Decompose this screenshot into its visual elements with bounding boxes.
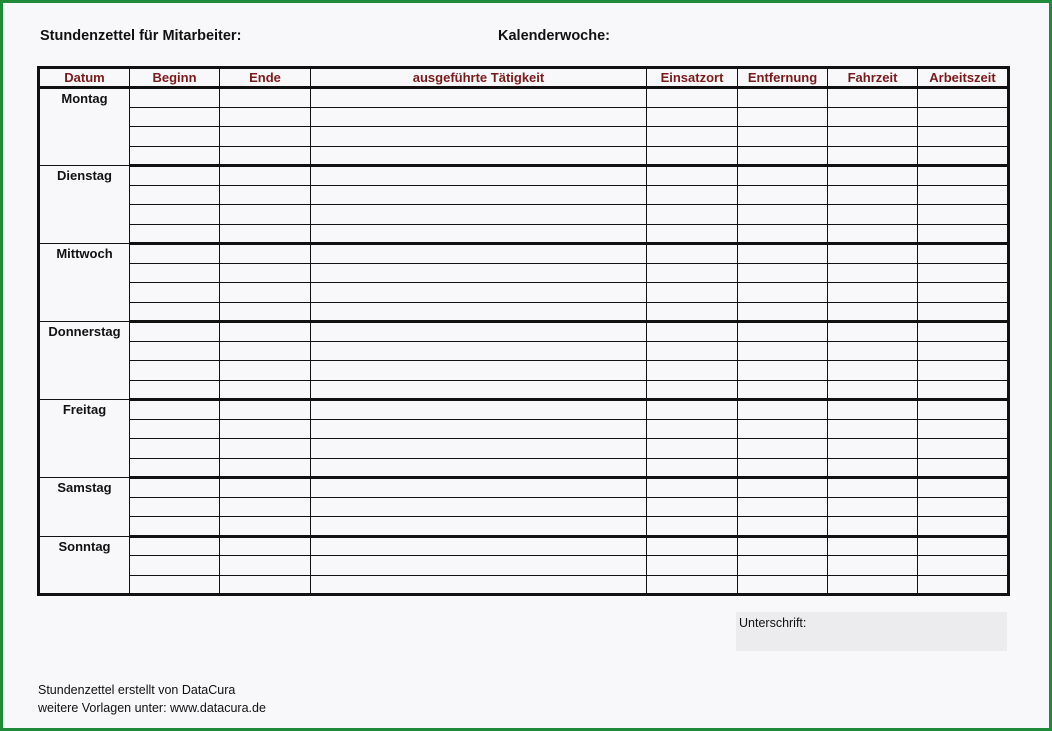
entry-cell[interactable]: [220, 166, 311, 186]
table-row: [39, 497, 1009, 517]
entry-cell[interactable]: [220, 127, 311, 147]
entry-cell[interactable]: [647, 556, 738, 576]
entry-cell[interactable]: [311, 536, 647, 556]
entry-cell[interactable]: [220, 380, 311, 400]
entry-cell[interactable]: [220, 185, 311, 205]
table-row: [39, 380, 1009, 400]
entry-cell[interactable]: [220, 341, 311, 361]
table-row: [39, 146, 1009, 166]
entry-cell[interactable]: [738, 341, 828, 361]
entry-cell[interactable]: [130, 361, 220, 381]
entry-cell[interactable]: [738, 458, 828, 478]
entry-cell[interactable]: [918, 400, 1009, 420]
entry-cell[interactable]: [647, 263, 738, 283]
entry-cell[interactable]: [828, 341, 918, 361]
entry-cell[interactable]: [130, 263, 220, 283]
entry-cell[interactable]: [918, 419, 1009, 439]
entry-cell[interactable]: [647, 575, 738, 595]
day-label: Donnerstag: [39, 322, 130, 400]
day-label: Sonntag: [39, 536, 130, 595]
table-header-row: [39, 68, 1009, 88]
entry-cell[interactable]: [220, 88, 311, 108]
entry-cell[interactable]: [738, 497, 828, 517]
entry-cell[interactable]: [311, 439, 647, 459]
entry-cell[interactable]: [130, 517, 220, 537]
entry-cell[interactable]: [828, 361, 918, 381]
entry-cell[interactable]: [130, 439, 220, 459]
entry-cell[interactable]: [738, 185, 828, 205]
entry-cell[interactable]: [311, 419, 647, 439]
entry-cell[interactable]: [311, 205, 647, 225]
entry-cell[interactable]: [828, 263, 918, 283]
entry-cell[interactable]: [130, 224, 220, 244]
table-row: [39, 556, 1009, 576]
entry-cell[interactable]: [918, 107, 1009, 127]
entry-cell[interactable]: [130, 380, 220, 400]
entry-cell[interactable]: [130, 458, 220, 478]
entry-cell[interactable]: [220, 244, 311, 264]
entry-cell[interactable]: [130, 536, 220, 556]
entry-cell[interactable]: [311, 283, 647, 303]
entry-cell[interactable]: [738, 166, 828, 186]
entry-cell[interactable]: [918, 263, 1009, 283]
entry-cell[interactable]: [828, 419, 918, 439]
entry-cell[interactable]: [311, 322, 647, 342]
week-label: Kalenderwoche:: [498, 28, 610, 44]
entry-cell[interactable]: [647, 107, 738, 127]
table-row: [39, 166, 1009, 186]
entry-cell[interactable]: [647, 205, 738, 225]
entry-cell[interactable]: [130, 478, 220, 498]
entry-cell[interactable]: [918, 224, 1009, 244]
entry-cell[interactable]: [130, 322, 220, 342]
entry-cell[interactable]: [738, 380, 828, 400]
entry-cell[interactable]: [130, 302, 220, 322]
entry-cell[interactable]: [647, 146, 738, 166]
entry-cell[interactable]: [918, 517, 1009, 537]
table-row: [39, 361, 1009, 381]
entry-cell[interactable]: [311, 517, 647, 537]
entry-cell[interactable]: [738, 263, 828, 283]
day-label: Freitag: [39, 400, 130, 478]
day-label: Montag: [39, 88, 130, 166]
entry-cell[interactable]: [130, 497, 220, 517]
entry-cell[interactable]: [220, 439, 311, 459]
entry-cell[interactable]: [918, 361, 1009, 381]
entry-cell[interactable]: [738, 361, 828, 381]
entry-cell[interactable]: [738, 244, 828, 264]
entry-cell[interactable]: [918, 244, 1009, 264]
entry-cell[interactable]: [647, 283, 738, 303]
entry-cell[interactable]: [647, 439, 738, 459]
entry-cell[interactable]: [738, 478, 828, 498]
entry-cell[interactable]: [130, 575, 220, 595]
entry-cell[interactable]: [738, 205, 828, 225]
entry-cell[interactable]: [220, 400, 311, 420]
entry-cell[interactable]: [220, 146, 311, 166]
employee-label: Stundenzettel für Mitarbeiter:: [40, 28, 242, 44]
entry-cell[interactable]: [647, 302, 738, 322]
entry-cell[interactable]: [918, 205, 1009, 225]
entry-cell[interactable]: [130, 419, 220, 439]
entry-cell[interactable]: [220, 302, 311, 322]
column-header: Einsatzort: [647, 68, 738, 88]
day-label: Mittwoch: [39, 244, 130, 322]
entry-cell[interactable]: [918, 322, 1009, 342]
entry-cell[interactable]: [918, 380, 1009, 400]
entry-cell[interactable]: [311, 88, 647, 108]
entry-cell[interactable]: [311, 146, 647, 166]
entry-cell[interactable]: [311, 263, 647, 283]
entry-cell[interactable]: [220, 478, 311, 498]
entry-cell[interactable]: [647, 536, 738, 556]
entry-cell[interactable]: [828, 556, 918, 576]
entry-cell[interactable]: [647, 497, 738, 517]
table-row: [39, 341, 1009, 361]
column-header: Datum: [39, 68, 130, 88]
entry-cell[interactable]: [738, 556, 828, 576]
entry-cell[interactable]: [130, 283, 220, 303]
entry-cell[interactable]: [311, 478, 647, 498]
entry-cell[interactable]: [130, 400, 220, 420]
entry-cell[interactable]: [828, 400, 918, 420]
column-header: Ende: [220, 68, 311, 88]
entry-cell[interactable]: [220, 556, 311, 576]
entry-cell[interactable]: [647, 458, 738, 478]
entry-cell[interactable]: [220, 205, 311, 225]
table-row: [39, 575, 1009, 595]
entry-cell[interactable]: [311, 341, 647, 361]
footer-credit: Stundenzettel erstellt von DataCura: [38, 683, 236, 697]
entry-cell[interactable]: [918, 185, 1009, 205]
entry-cell[interactable]: [220, 575, 311, 595]
entry-cell[interactable]: [738, 517, 828, 537]
entry-cell[interactable]: [311, 302, 647, 322]
entry-cell[interactable]: [828, 517, 918, 537]
table-row: [39, 322, 1009, 342]
day-label: Samstag: [39, 478, 130, 537]
entry-cell[interactable]: [738, 224, 828, 244]
entry-cell[interactable]: [130, 341, 220, 361]
table-row: [39, 400, 1009, 420]
entry-cell[interactable]: [738, 322, 828, 342]
entry-cell[interactable]: [311, 185, 647, 205]
table-row: [39, 458, 1009, 478]
entry-cell[interactable]: [220, 263, 311, 283]
entry-cell[interactable]: [828, 322, 918, 342]
entry-cell[interactable]: [828, 302, 918, 322]
entry-cell[interactable]: [220, 322, 311, 342]
entry-cell[interactable]: [828, 244, 918, 264]
column-header: Entfernung: [738, 68, 828, 88]
entry-cell[interactable]: [828, 127, 918, 147]
entry-cell[interactable]: [828, 458, 918, 478]
entry-cell[interactable]: [918, 575, 1009, 595]
entry-cell[interactable]: [220, 497, 311, 517]
entry-cell[interactable]: [647, 166, 738, 186]
entry-cell[interactable]: [220, 107, 311, 127]
entry-cell[interactable]: [828, 146, 918, 166]
entry-cell[interactable]: [311, 361, 647, 381]
entry-cell[interactable]: [311, 380, 647, 400]
column-header: Fahrzeit: [828, 68, 918, 88]
table-row: [39, 283, 1009, 303]
table-row: [39, 224, 1009, 244]
entry-cell[interactable]: [738, 127, 828, 147]
entry-cell[interactable]: [647, 419, 738, 439]
entry-cell[interactable]: [647, 400, 738, 420]
entry-cell[interactable]: [918, 458, 1009, 478]
entry-cell[interactable]: [220, 419, 311, 439]
column-header: Arbeitszeit: [918, 68, 1009, 88]
entry-cell[interactable]: [828, 166, 918, 186]
entry-cell[interactable]: [130, 185, 220, 205]
entry-cell[interactable]: [220, 283, 311, 303]
entry-cell[interactable]: [130, 146, 220, 166]
entry-cell[interactable]: [311, 166, 647, 186]
entry-cell[interactable]: [647, 127, 738, 147]
entry-cell[interactable]: [220, 361, 311, 381]
entry-cell[interactable]: [311, 107, 647, 127]
entry-cell[interactable]: [311, 556, 647, 576]
table-body: [39, 88, 1009, 595]
table-row: [39, 419, 1009, 439]
table-row: [39, 536, 1009, 556]
entry-cell[interactable]: [828, 536, 918, 556]
entry-cell[interactable]: [828, 107, 918, 127]
table-row: [39, 88, 1009, 108]
entry-cell[interactable]: [918, 556, 1009, 576]
table-row: [39, 478, 1009, 498]
day-label: Dienstag: [39, 166, 130, 244]
entry-cell[interactable]: [130, 556, 220, 576]
entry-cell[interactable]: [738, 439, 828, 459]
signature-label: Unterschrift:: [739, 616, 807, 630]
table-row: [39, 205, 1009, 225]
signature-field[interactable]: [736, 612, 1007, 651]
entry-cell[interactable]: [647, 244, 738, 264]
entry-cell[interactable]: [918, 497, 1009, 517]
entry-cell[interactable]: [130, 205, 220, 225]
entry-cell[interactable]: [738, 419, 828, 439]
entry-cell[interactable]: [647, 185, 738, 205]
entry-cell[interactable]: [647, 517, 738, 537]
table-row: [39, 107, 1009, 127]
table-row: [39, 517, 1009, 537]
entry-cell[interactable]: [647, 322, 738, 342]
entry-cell[interactable]: [738, 536, 828, 556]
entry-cell[interactable]: [738, 283, 828, 303]
entry-cell[interactable]: [130, 166, 220, 186]
entry-cell[interactable]: [918, 127, 1009, 147]
entry-cell[interactable]: [130, 88, 220, 108]
entry-cell[interactable]: [918, 146, 1009, 166]
column-header: Beginn: [130, 68, 220, 88]
entry-cell[interactable]: [828, 380, 918, 400]
entry-cell[interactable]: [738, 302, 828, 322]
entry-cell[interactable]: [918, 283, 1009, 303]
entry-cell[interactable]: [828, 575, 918, 595]
entry-cell[interactable]: [130, 127, 220, 147]
entry-cell[interactable]: [311, 458, 647, 478]
entry-cell[interactable]: [828, 283, 918, 303]
entry-cell[interactable]: [311, 575, 647, 595]
entry-cell[interactable]: [647, 380, 738, 400]
entry-cell[interactable]: [647, 361, 738, 381]
timesheet-table: [37, 66, 1010, 596]
entry-cell[interactable]: [220, 458, 311, 478]
entry-cell[interactable]: [130, 244, 220, 264]
entry-cell[interactable]: [918, 302, 1009, 322]
table-row: [39, 439, 1009, 459]
entry-cell[interactable]: [647, 478, 738, 498]
entry-cell[interactable]: [828, 439, 918, 459]
entry-cell[interactable]: [647, 224, 738, 244]
entry-cell[interactable]: [220, 536, 311, 556]
table-row: [39, 185, 1009, 205]
table-row: [39, 127, 1009, 147]
entry-cell[interactable]: [828, 88, 918, 108]
entry-cell[interactable]: [918, 439, 1009, 459]
entry-cell[interactable]: [311, 244, 647, 264]
entry-cell[interactable]: [918, 536, 1009, 556]
entry-cell[interactable]: [738, 88, 828, 108]
entry-cell[interactable]: [738, 575, 828, 595]
entry-cell[interactable]: [828, 478, 918, 498]
entry-cell[interactable]: [828, 497, 918, 517]
entry-cell[interactable]: [647, 88, 738, 108]
table-row: [39, 244, 1009, 264]
entry-cell[interactable]: [918, 88, 1009, 108]
entry-cell[interactable]: [828, 185, 918, 205]
table-row: [39, 302, 1009, 322]
entry-cell[interactable]: [130, 107, 220, 127]
entry-cell[interactable]: [220, 224, 311, 244]
column-header: ausgeführte Tätigkeit: [311, 68, 647, 88]
entry-cell[interactable]: [918, 478, 1009, 498]
entry-cell[interactable]: [738, 107, 828, 127]
entry-cell[interactable]: [311, 497, 647, 517]
entry-cell[interactable]: [918, 341, 1009, 361]
entry-cell[interactable]: [918, 166, 1009, 186]
entry-cell[interactable]: [311, 224, 647, 244]
entry-cell[interactable]: [311, 127, 647, 147]
entry-cell[interactable]: [738, 400, 828, 420]
entry-cell[interactable]: [311, 400, 647, 420]
table-row: [39, 263, 1009, 283]
entry-cell[interactable]: [738, 146, 828, 166]
entry-cell[interactable]: [828, 205, 918, 225]
entry-cell[interactable]: [220, 517, 311, 537]
entry-cell[interactable]: [828, 224, 918, 244]
entry-cell[interactable]: [647, 341, 738, 361]
footer-link: weitere Vorlagen unter: www.datacura.de: [38, 701, 266, 715]
